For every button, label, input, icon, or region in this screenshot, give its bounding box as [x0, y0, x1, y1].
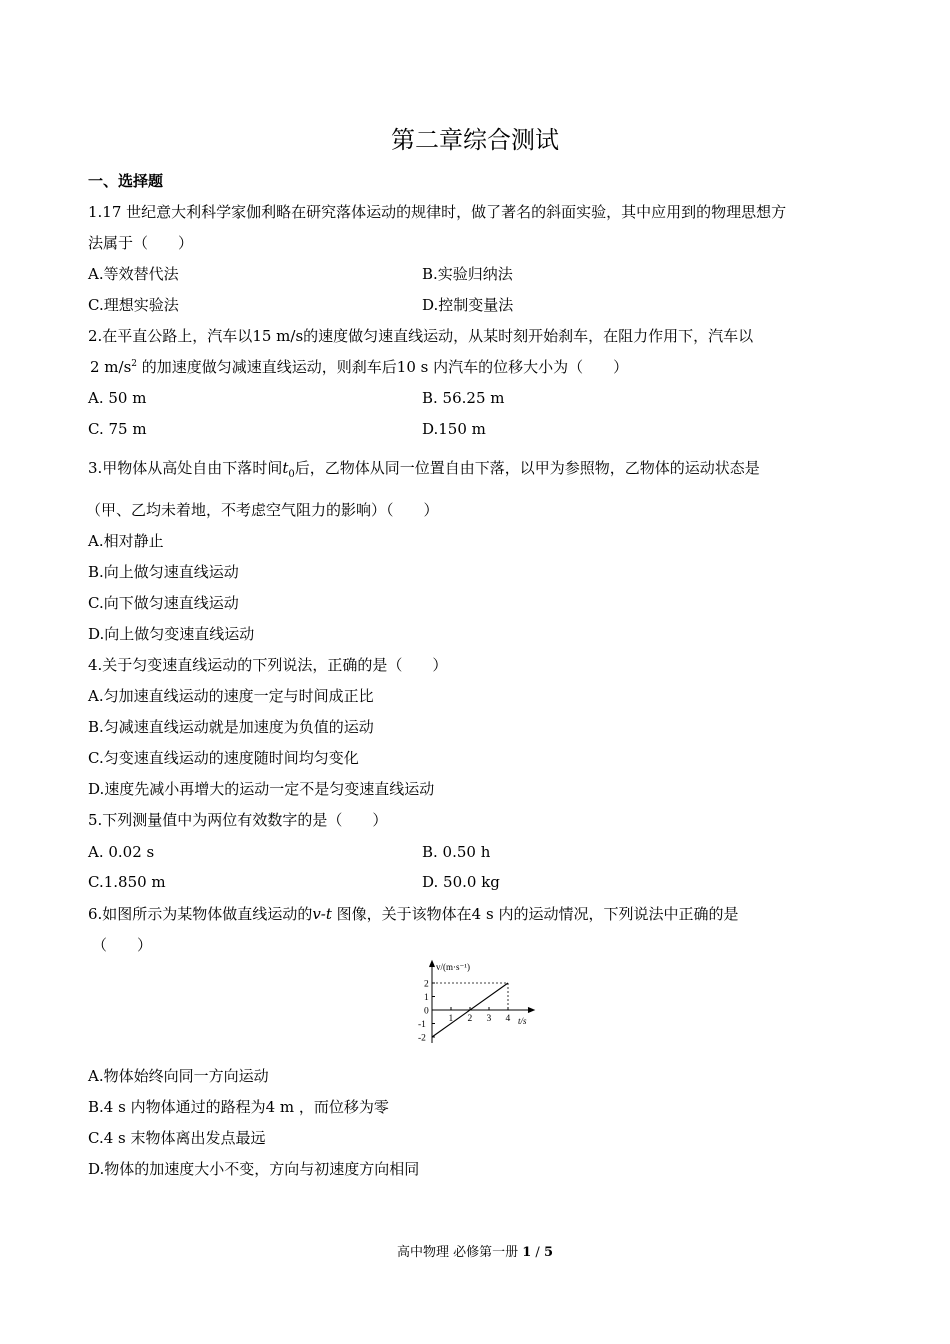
question-2-stem: 2.在平直公路上，汽车以15 m/s的速度做匀速直线运动，从某时刻开始刹车，在阻力作用下，汽车以 [88, 327, 754, 345]
q2-accel-value: 2 m/s [90, 358, 132, 376]
footer-page: 1 [522, 1245, 532, 1260]
q1-option-a: A.等效替代法 [88, 265, 179, 283]
q6-stem-start: 6.如图所示为某物体做直线运动的 [88, 905, 313, 923]
q2-option-a: A. 50 m [88, 389, 147, 407]
q2-option-c: C. 75 m [88, 420, 147, 438]
page-title: 第二章综合测试 [391, 126, 559, 154]
q1-option-c: C.理想实验法 [88, 296, 179, 314]
footer-total: 5 [543, 1245, 553, 1260]
q2-option-d: D.150 m [422, 420, 486, 438]
q6-option-b: B.4 s 内物体通过的路程为4 m ，而位移为零 [88, 1098, 389, 1116]
question-1-stem: 1.17 世纪意大利科学家伽利略在研究落体运动的规律时，做了著名的斜面实验，其中应用到的物理思想方 [88, 203, 787, 221]
q4-option-d: D.速度先减小再增大的运动一定不是匀变速直线运动 [88, 780, 435, 798]
footer-sep: / [531, 1245, 544, 1260]
y-tick-label: -1 [418, 1020, 426, 1030]
x-tick-label: 4 [505, 1014, 511, 1024]
y-axis-arrow [430, 961, 435, 967]
section-heading: 一、选择题 [88, 172, 164, 190]
page-footer [0, 1244, 950, 1262]
q6-option-c: C.4 s 末物体离出发点最远 [88, 1129, 266, 1147]
q6-option-d: D.物体的加速度大小不变，方向与初速度方向相同 [88, 1160, 420, 1178]
x-tick-label: 1 [448, 1014, 454, 1024]
q4-option-a: A.匀加速直线运动的速度一定与时间成正比 [88, 687, 374, 705]
question-4-stem: 4.关于匀变速直线运动的下列说法，正确的是（ ） [88, 656, 448, 674]
q1-option-d: D.控制变量法 [422, 296, 514, 314]
q3-option-b: B.向上做匀速直线运动 [88, 563, 239, 581]
q3-time-sub: 0 [288, 469, 295, 480]
question-2-stem-cont [90, 357, 628, 377]
q4-option-c: C.匀变速直线运动的速度随时间均匀变化 [88, 749, 359, 767]
y-tick-label: 2 [424, 979, 429, 990]
vt-graph [412, 958, 542, 1050]
question-6-stem [88, 904, 738, 924]
q3-option-d: D.向上做匀变速直线运动 [88, 625, 255, 643]
question-6-stem-cont: （ ） [92, 936, 153, 954]
q3-option-a: A.相对静止 [88, 532, 164, 550]
x-tick-label: 3 [486, 1014, 492, 1024]
q3-option-c: C.向下做匀速直线运动 [88, 594, 239, 612]
question-5-stem: 5.下列测量值中为两位有效数字的是（ ） [88, 811, 388, 829]
x-axis-arrow [528, 1008, 534, 1013]
x-tick-label: 2 [467, 1014, 473, 1024]
q5-option-a: A. 0.02 s [88, 843, 155, 861]
vt-graph-svg [412, 958, 542, 1050]
y-tick-label: -2 [418, 1033, 426, 1044]
q4-option-b: B.匀减速直线运动就是加速度为负值的运动 [88, 718, 374, 736]
q3-stem-start: 3.甲物体从高处自由下落时间 [88, 459, 283, 477]
q2-stem-rest: 的加速度做匀减速直线运动，则刹车后10 s 内汽车的位移大小为（ ） [137, 358, 629, 376]
q5-option-d: D. 50.0 kg [422, 873, 500, 891]
q2-accel-exponent: 2 [131, 359, 138, 369]
q3-stem-end: 后，乙物体从同一位置自由下落，以甲为参照物，乙物体的运动状态是 [294, 459, 760, 477]
q2-option-b: B. 56.25 m [422, 389, 505, 407]
question-3-stem-cont: （甲、乙均未着地，不考虑空气阻力的影响）（ ） [86, 501, 439, 519]
q5-option-c: C.1.850 m [88, 873, 166, 891]
x-axis-label: t/s [518, 1016, 527, 1026]
footer-course: 高中物理 必修第一册 [396, 1245, 523, 1260]
q5-option-b: B. 0.50 h [422, 843, 491, 861]
y-tick-label: 1 [424, 993, 429, 1003]
q6-vt-label: v-t [312, 905, 332, 923]
q3-time-var: t [282, 459, 289, 477]
y-axis-label: v/(m·s⁻¹) [436, 962, 470, 972]
q1-option-b: B.实验归纳法 [422, 265, 513, 283]
y-tick-label: 0 [424, 1006, 429, 1017]
question-3-stem [88, 458, 760, 478]
q6-stem-end: 图像，关于该物体在4 s 内的运动情况，下列说法中正确的是 [331, 905, 739, 923]
question-1-stem-cont: 法属于（ ） [88, 234, 194, 252]
q6-option-a: A.物体始终向同一方向运动 [88, 1067, 269, 1085]
